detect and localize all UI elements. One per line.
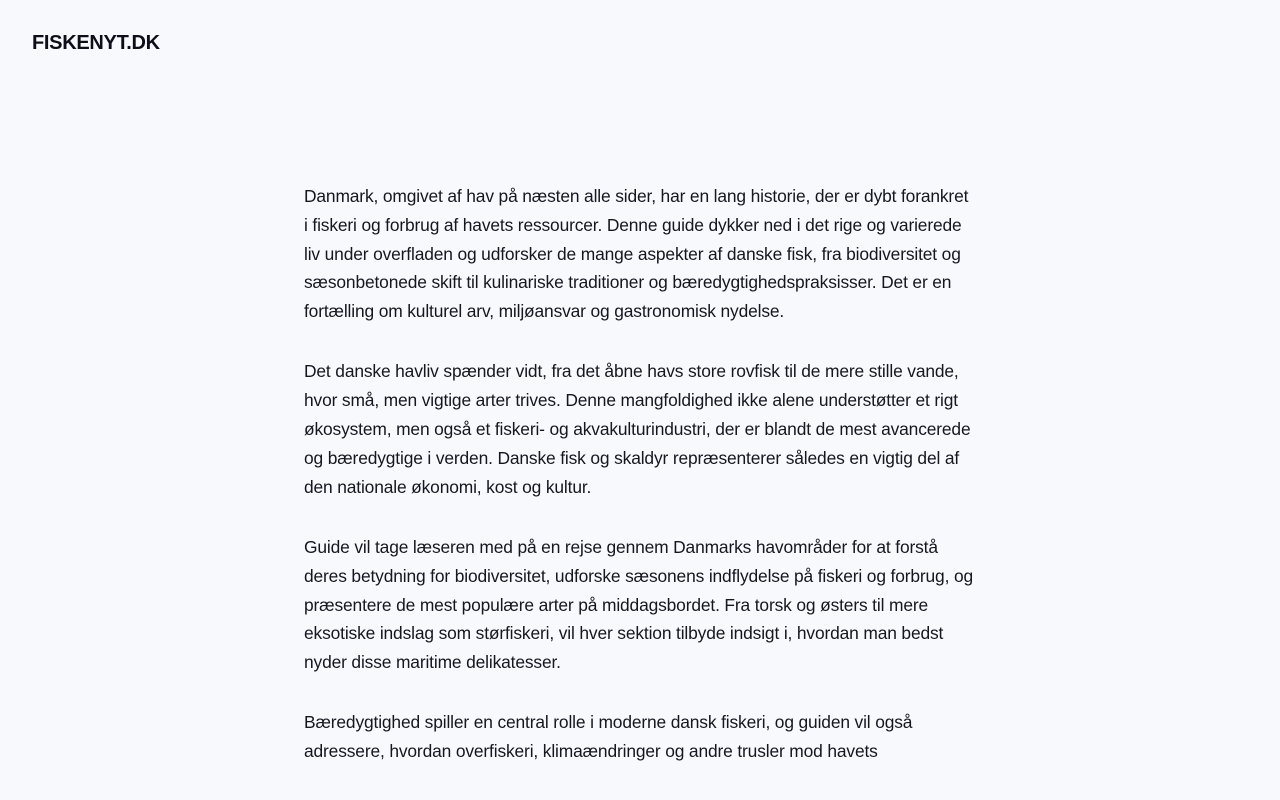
article-paragraph: Det danske havliv spænder vidt, fra det åbne havs store rovfisk til de mere stille vande, hvor små, men vigtige arter trives. Denne mangfoldighed ikke alene understøtter et rigt økosystem, men også et fiskeri- og akvakulturindustri, der er blandt de mest avancerede og bæredygtige i verden. Danske fisk og skaldyr repræsenterer således en vigtig del af den nationale økonomi, kost og kultur. [304,361,971,497]
article-paragraph: Bæredygtighed spiller en central rolle i moderne dansk fiskeri, og guiden vil også adressere, hvordan overfiskeri, klimaændringer og andre trusler mod havets [304,712,913,762]
site-logo[interactable]: FISKENYT.DK [32,32,160,54]
article-paragraph: Danmark, omgivet af hav på næsten alle sider, har en lang historie, der er dybt forankret i fiskeri og forbrug af havets ressourcer. Denne guide dykker ned i det rige og varierede liv under overfladen og udforsker de mange aspekter af danske fisk, fra biodiversitet og sæsonbetonede skift til kulinariske traditioner og bæredygtighedspraksisser. Det er en fortælling om kulturel arv, miljøansvar og gastronomisk nydelse. [304,186,969,322]
article-paragraph: Guide vil tage læseren med på en rejse gennem Danmarks havområder for at forstå deres betydning for biodiversitet, udforske sæsonens indflydelse på fiskeri og forbrug, og præsentere de mest populære arter på middagsbordet. Fra torsk og østers til mere eksotiske indslag som størfiskeri, vil hver sektion tilbyde indsigt i, hvordan man bedst nyder disse maritime delikatesser. [304,536,973,673]
site-header [32,29,160,57]
article-body [304,182,976,798]
